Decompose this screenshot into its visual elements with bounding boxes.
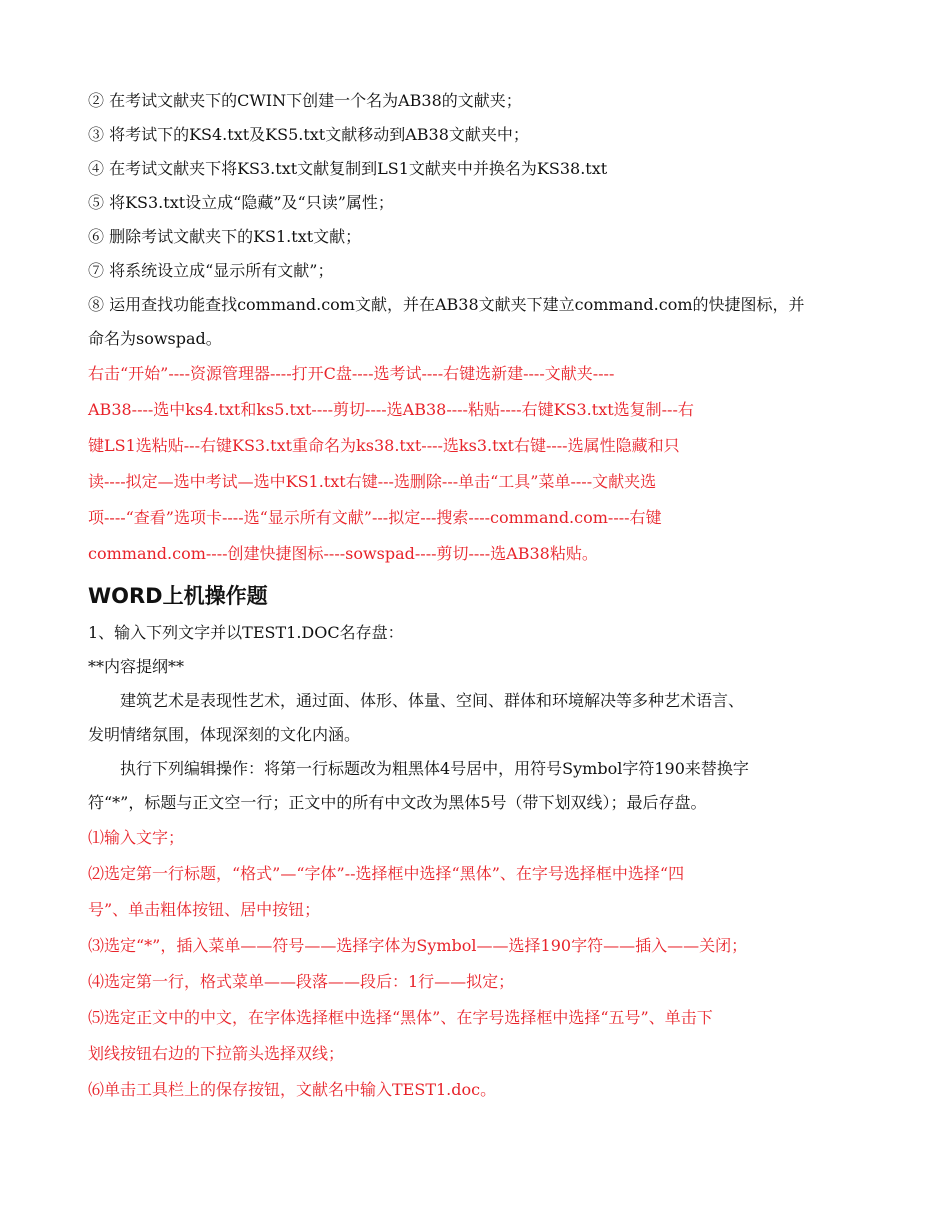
step-line: ⑶选定“*”，插入菜单——符号——选择字体为Symbol——选择190字符——插入——关闭； xyxy=(88,936,748,955)
answer-line: 读----拟定—选中考试—选中KS1.txt右键---选删除---单击“工具”菜单----文献夹选 xyxy=(88,472,657,491)
step-line: 号”、单击粗体按钮、居中按钮； xyxy=(88,900,321,919)
step-line: ⑹单击工具栏上的保存按钮，文献名中输入TEST1.doc。 xyxy=(88,1080,497,1099)
answer-line: AB38----选中ks4.txt和ks5.txt----剪切----选AB38----粘贴----右键KS3.txt选复制---右 xyxy=(88,400,694,419)
document-content xyxy=(88,84,860,1108)
question-1-paragraph-2 xyxy=(88,752,860,820)
paragraph-line: 符“*”，标题与正文空一行；正文中的所有中文改为黑体5号（带下划双线）；最后存盘。 xyxy=(88,793,707,812)
word-section-heading: WORD上机操作题 xyxy=(88,584,268,608)
task-item: ⑥ 删除考试文献夹下的KS1.txt文献； xyxy=(88,227,362,246)
step-line: ⑷选定第一行，格式菜单——段落——段后：1行——拟定； xyxy=(88,972,515,991)
answer-line: 右击“开始”----资源管理器----打开C盘----选考试----右键选新建----文献夹---- xyxy=(88,364,615,383)
step-line: ⑸选定正文中的中文，在字体选择框中选择“黑体”、在字号选择框中选择“五号”、单击下 xyxy=(88,1008,713,1027)
windows-task-list xyxy=(88,84,860,356)
question-1-subtitle: **内容提纲** xyxy=(88,657,185,676)
step-line: ⑵选定第一行标题，“格式”—“字体”--选择框中选择“黑体”、在字号选择框中选择“四 xyxy=(88,864,685,883)
task-item: ⑤ 将KS3.txt设立成“隐藏”及“只读”属性； xyxy=(88,193,394,212)
answer-line: 键LS1选粘贴---右键KS3.txt重命名为ks38.txt----选ks3.txt右键----选属性隐藏和只 xyxy=(88,436,680,455)
task-item: ② 在考试文献夹下的CWIN下创建一个名为AB38的文献夹； xyxy=(88,91,522,110)
step-line: 划线按钮右边的下拉箭头选择双线； xyxy=(88,1044,345,1063)
task-item: ⑧ 运用查找功能查找command.com文献，并在AB38文献夹下建立command.com的快捷图标，并 xyxy=(88,295,805,314)
question-1-intro: 1、输入下列文字并以TEST1.DOC名存盘： xyxy=(88,623,404,642)
answer-line: 项----“查看”选项卡----选“显示所有文献”---拟定---搜索----command.com----右键 xyxy=(88,508,662,527)
task-item: ③ 将考试下的KS4.txt及KS5.txt文献移动到AB38文献夹中； xyxy=(88,125,529,144)
question-1-paragraph-1 xyxy=(88,684,860,752)
question-1-steps xyxy=(88,820,860,1108)
paragraph-line: 建筑艺术是表现性艺术，通过面、体形、体量、空间、群体和环境解决等多种艺术语言、 xyxy=(120,691,745,710)
step-line: ⑴输入文字； xyxy=(88,828,185,847)
task-item: ④ 在考试文献夹下将KS3.txt文献复制到LS1文献夹中并换名为KS38.txt xyxy=(88,159,608,178)
answer-line: command.com----创建快捷图标----sowspad----剪切----选AB38粘贴。 xyxy=(88,544,598,563)
paragraph-line: 执行下列编辑操作：将第一行标题改为粗黑体4号居中，用符号Symbol字符190来替换字 xyxy=(120,759,749,778)
paragraph-line: 发明情绪氛围，体现深刻的文化内涵。 xyxy=(88,725,361,744)
task-item: ⑦ 将系统设立成“显示所有文献”； xyxy=(88,261,334,280)
task-item: 命名为sowspad。 xyxy=(88,329,222,348)
windows-answer xyxy=(88,356,860,572)
